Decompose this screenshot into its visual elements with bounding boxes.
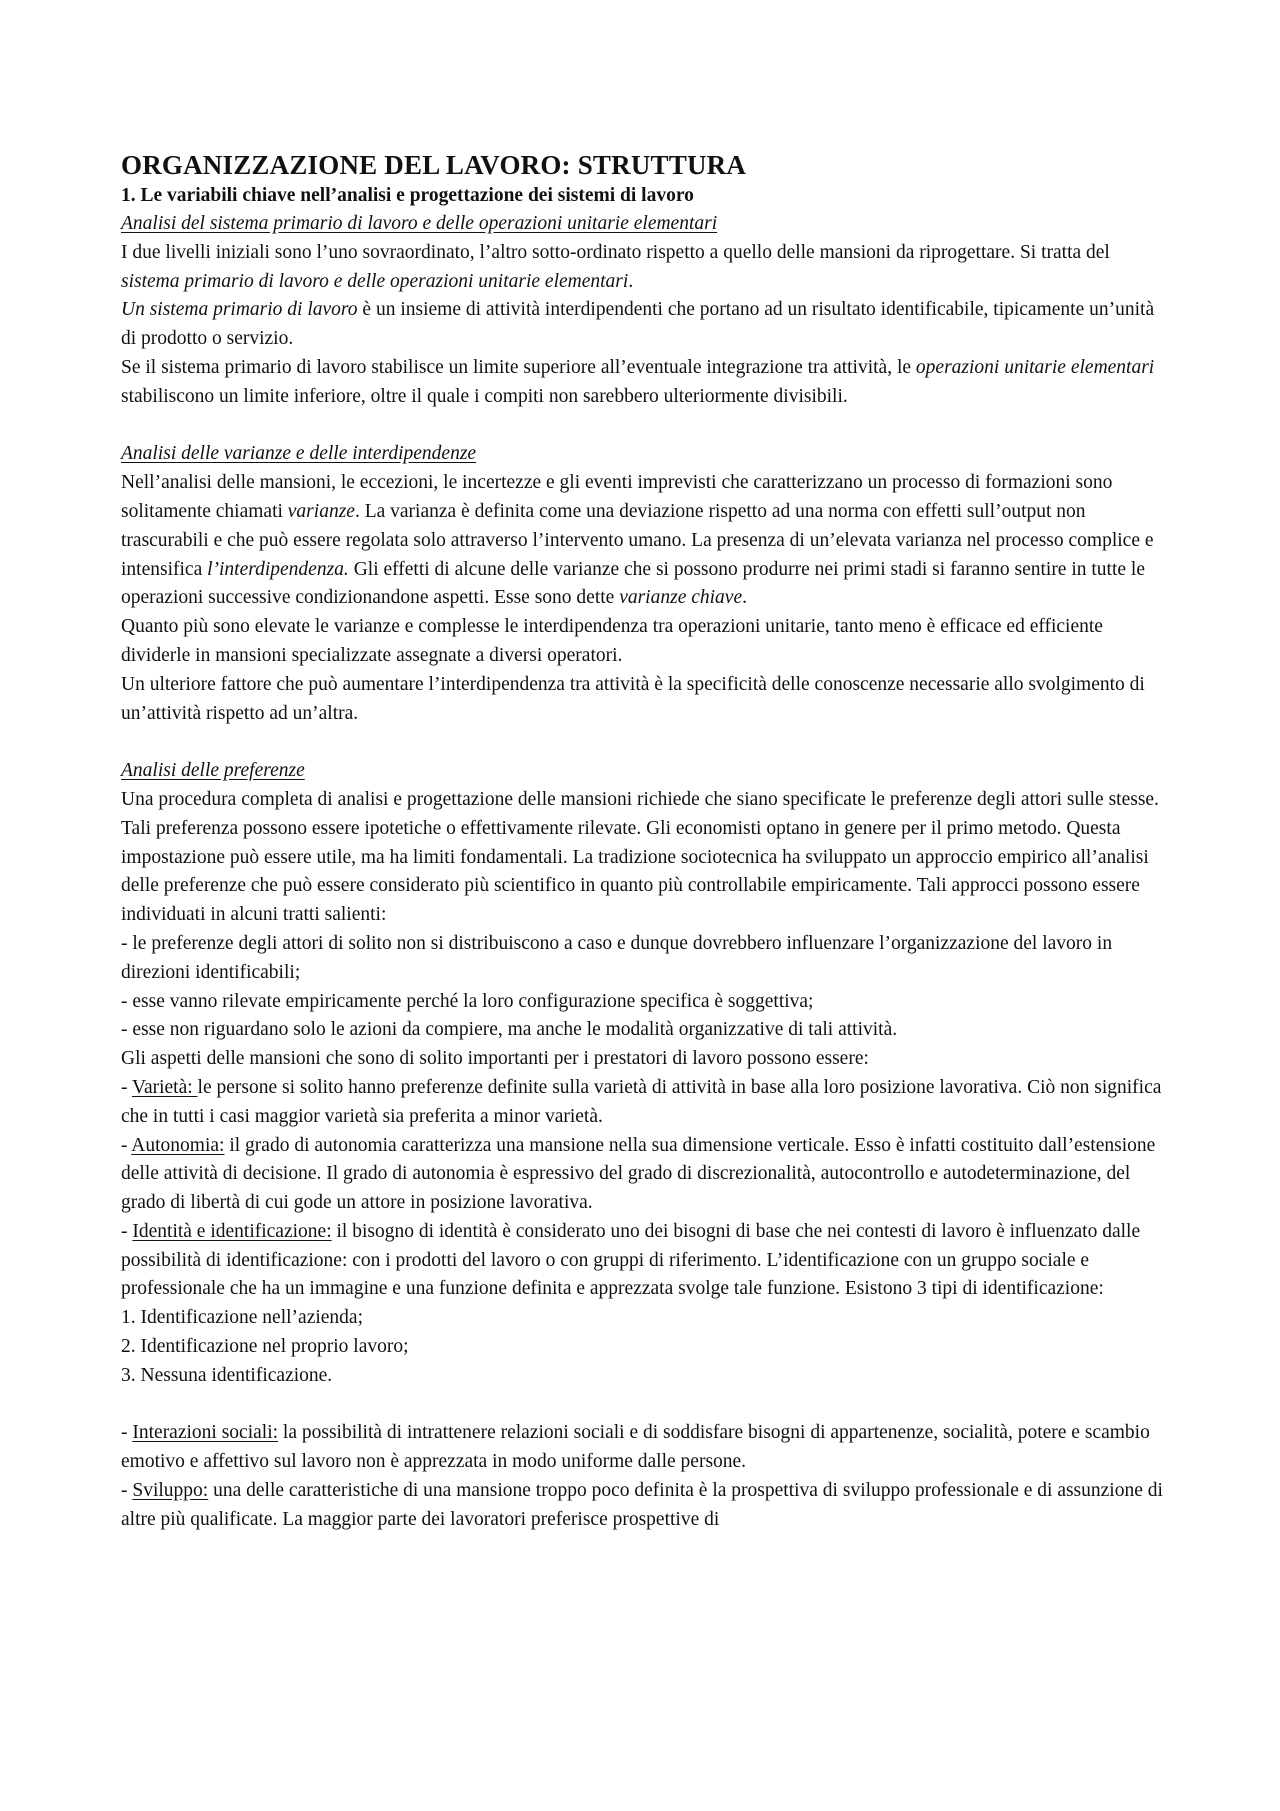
list-item-interazioni: - Interazioni sociali: la possibilità di intrattenere relazioni sociali e di soddisfare bisogni di appartenenze, socialità, potere e scambio emotivo e affettivo sul lavoro non è apprezzata in modo uniforme dalle persone. [121, 1422, 1150, 1473]
paragraph: Un sistema primario di lavoro è un insieme di attività interdipendenti che portano ad un risultato identificabile, tipicamente un’unità di prodotto o servizio. [121, 299, 1155, 350]
numbered-item: 1. Identificazione nell’azienda; [121, 1307, 363, 1329]
section-title: 1. Le variabili chiave nell’analisi e progettazione dei sistemi di lavoro [121, 185, 694, 206]
numbered-item: 2. Identificazione nel proprio lavoro; [121, 1336, 409, 1358]
page-title: ORGANIZZAZIONE DEL LAVORO: STRUTTURA [121, 150, 747, 180]
paragraph: Gli aspetti delle mansioni che sono di solito importanti per i prestatori di lavoro possono essere: [121, 1048, 869, 1070]
paragraph: Una procedura completa di analisi e progettazione delle mansioni richiede che siano specificate le preferenze degli attori sulle stesse. Tali preferenza possono essere ipotetiche o effettivamente rilevate. Gli economisti optano in genere per il primo metodo. Questa impostazione può essere utile, ma ha limiti fondamentali. La tradizione sociotecnica ha sviluppato un approccio empirico all’analisi delle preferenze che può essere considerato più scientifico in quanto più controllabile empiricamente. Tali approcci possono essere individuati in alcuni tratti salienti: [121, 788, 1159, 926]
list-item-sviluppo: - Sviluppo: una delle caratteristiche di una mansione troppo poco definita è la prospettiva di sviluppo professionale e di assunzione di altre più qualificate. La maggior parte dei lavoratori preferisce prospettive di [121, 1480, 1163, 1530]
paragraph: Un ulteriore fattore che può aumentare l’interdipendenza tra attività è la specificità delle conoscenze necessarie allo svolgimento di un’attività rispetto ad un’altra. [121, 673, 1145, 724]
list-item: - esse vanno rilevate empiricamente perché la loro configurazione specifica è soggettiva; [121, 990, 814, 1012]
spacer [121, 412, 1171, 441]
numbered-item: 3. Nessuna identificazione. [121, 1364, 333, 1386]
list-item: - le preferenze degli attori di solito non si distribuiscono a caso e dunque dovrebbero influenzare l’organizzazione del lavoro in direzioni identificabili; [121, 932, 1113, 983]
subsection-heading-sistema-primario: Analisi del sistema primario di lavoro e delle operazioni unitarie elementari [121, 213, 718, 234]
document-page [121, 148, 1171, 1535]
list-item-autonomia: - Autonomia: il grado di autonomia caratterizza una mansione nella sua dimensione verticale. Esso è infatti costituito dall’estensione delle attività di decisione. Il grado di autonomia è espressivo del grado di discrezionalità, autocontrollo e autodeterminazione, del grado di libertà di cui gode un attore in posizione lavorativa. [121, 1134, 1156, 1214]
list-item-varieta: - Varietà: le persone si solito hanno preferenze definite sulla varietà di attività in base alla loro posizione lavorativa. Ciò non significa che in tutti i casi maggior varietà sia preferita a minor varietà. [121, 1076, 1162, 1127]
paragraph: Nell’analisi delle mansioni, le eccezioni, le incertezze e gli eventi imprevisti che caratterizzano un processo di formazioni sono solitamente chiamati varianze. La varianza è definita come una deviazione rispetto ad una norma con effetti sull’output non trascurabili e che può essere regolata solo attraverso l’intervento umano. La presenza di un’elevata varianza nel processo complice e intensifica l’interdipendenza. Gli effetti di alcune delle varianze che si possono produrre nei primi stadi si faranno sentire in tutte le operazioni successive condizionandone aspetti. Esse sono dette varianze chiave. [121, 472, 1154, 609]
subsection-heading-preferenze: Analisi delle preferenze [121, 760, 305, 782]
list-item: - esse non riguardano solo le azioni da compiere, ma anche le modalità organizzative di tali attività. [121, 1019, 898, 1041]
paragraph: Se il sistema primario di lavoro stabilisce un limite superiore all’eventuale integrazione tra attività, le operazioni unitarie elementari stabiliscono un limite inferiore, oltre il quale i compiti non sarebbero ulteriormente divisibili. [121, 356, 1155, 407]
paragraph: Quanto più sono elevate le varianze e complesse le interdipendenza tra operazioni unitarie, tanto meno è efficace ed efficiente dividerle in mansioni specializzate assegnate a diversi operatori. [121, 616, 1103, 666]
spacer [121, 728, 1171, 757]
subsection-heading-varianze: Analisi delle varianze e delle interdipendenze [121, 443, 477, 465]
paragraph: I due livelli iniziali sono l’uno sovraordinato, l’altro sotto-ordinato rispetto a quello delle mansioni da riprogettare. Si tratta del sistema primario di lavoro e delle operazioni unitarie elementari. [121, 241, 1110, 292]
spacer [121, 1391, 1171, 1420]
list-item-identita: - Identità e identificazione: il bisogno di identità è considerato uno dei bisogni di base che nei contesti di lavoro è influenzato dalle possibilità di identificazione: con i prodotti del lavoro o con gruppi di riferimento. L’identificazione con un gruppo sociale e professionale che ha un immagine e una funzione definita e apprezzata svolge tale funzione. Esistono 3 tipi di identificazione: [121, 1220, 1141, 1300]
